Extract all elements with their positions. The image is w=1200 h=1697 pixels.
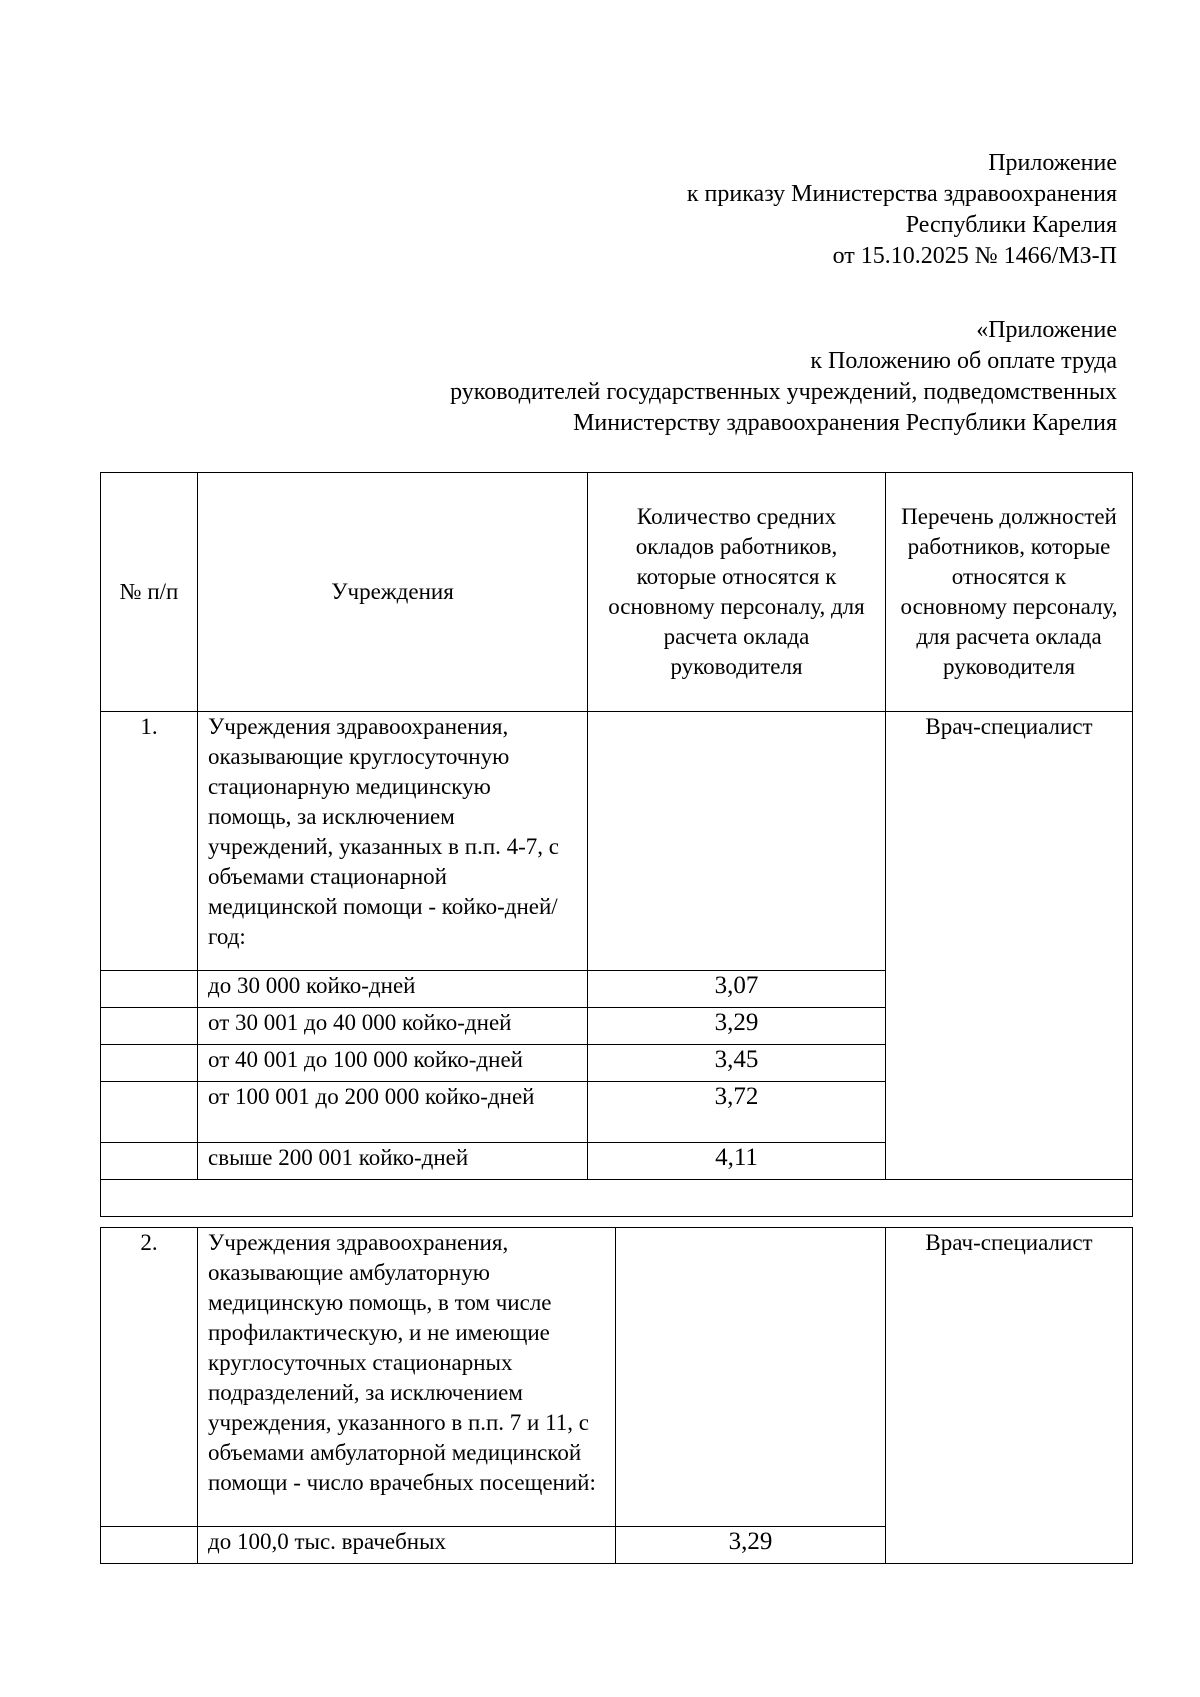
salary-count-cell — [616, 1228, 886, 1527]
salary-table-section-1 — [100, 472, 1133, 1217]
row-number — [101, 1082, 198, 1143]
salary-coefficient: 4,11 — [588, 1143, 886, 1180]
header-line: Министерству здравоохранения Республики Карелия — [573, 410, 1117, 436]
header-line: к Положению об оплате труда — [810, 348, 1117, 374]
salary-coefficient: 3,29 — [616, 1527, 886, 1564]
regulation-header — [450, 315, 1117, 439]
volume-range: от 40 001 до 100 000 койко-дней — [198, 1045, 588, 1082]
table-row — [101, 1228, 1133, 1527]
salary-coefficient: 3,29 — [588, 1008, 886, 1045]
appendix-header — [687, 148, 1117, 272]
column-header-salary-count: Количество средних окладов работников, которые относятся к основному персоналу, для расчета оклада руководителя — [588, 473, 886, 712]
row-number — [101, 1527, 198, 1564]
row-number: 2. — [101, 1228, 198, 1527]
salary-coefficient: 3,45 — [588, 1045, 886, 1082]
column-header-number: № п/п — [101, 473, 198, 712]
salary-count-cell — [588, 712, 886, 971]
row-number — [101, 971, 198, 1008]
table-row — [101, 712, 1133, 971]
row-number — [101, 1008, 198, 1045]
positions-cell: Врач-специалист — [886, 1228, 1133, 1564]
header-line: к приказу Министерства здравоохранения — [686, 181, 1117, 207]
volume-range: до 100,0 тыс. врачебных — [198, 1527, 616, 1564]
salary-coefficient: 3,07 — [588, 971, 886, 1008]
institution-description: Учреждения здравоохранения, оказывающие амбулаторную медицинскую помощь, в том числе профилактическую, и не имеющие круглосуточных стационарных подразделений, за исключением учреждения, указанного в п.п. 7 и 11, с объемами амбулаторной медицинской помощи - число врачебных посещений: — [198, 1228, 616, 1527]
row-number: 1. — [101, 712, 198, 971]
header-line: Республики Карелия — [905, 212, 1117, 238]
volume-range: свыше 200 001 койко-дней — [198, 1143, 588, 1180]
header-line: от 15.10.2025 № 1466/МЗ-П — [832, 243, 1117, 269]
institution-description: Учреждения здравоохранения, оказывающие круглосуточную стационарную медицинскую помощь, за исключением учреждений, указанных в п.п. 4-7, с объемами стационарной медицинской помощи - койко-дней/год: — [198, 712, 588, 971]
row-number — [101, 1045, 198, 1082]
volume-range: от 100 001 до 200 000 койко-дней — [198, 1082, 588, 1143]
spacer-row — [101, 1180, 1133, 1217]
header-line: Приложение — [988, 150, 1117, 176]
header-line: «Приложение — [976, 317, 1117, 343]
salary-coefficient: 3,72 — [588, 1082, 886, 1143]
salary-table-section-2 — [100, 1227, 1133, 1564]
column-header-positions: Перечень должностей работников, которые относятся к основному персоналу, для расчета оклада руководителя — [886, 473, 1133, 712]
table-header-row — [101, 473, 1133, 712]
positions-cell: Врач-специалист — [886, 712, 1133, 1180]
volume-range: от 30 001 до 40 000 койко-дней — [198, 1008, 588, 1045]
header-line: руководителей государственных учреждений, подведомственных — [450, 379, 1117, 405]
row-number — [101, 1143, 198, 1180]
column-header-institutions: Учреждения — [198, 473, 588, 712]
spacer-cell — [101, 1180, 1133, 1217]
volume-range: до 30 000 койко-дней — [198, 971, 588, 1008]
